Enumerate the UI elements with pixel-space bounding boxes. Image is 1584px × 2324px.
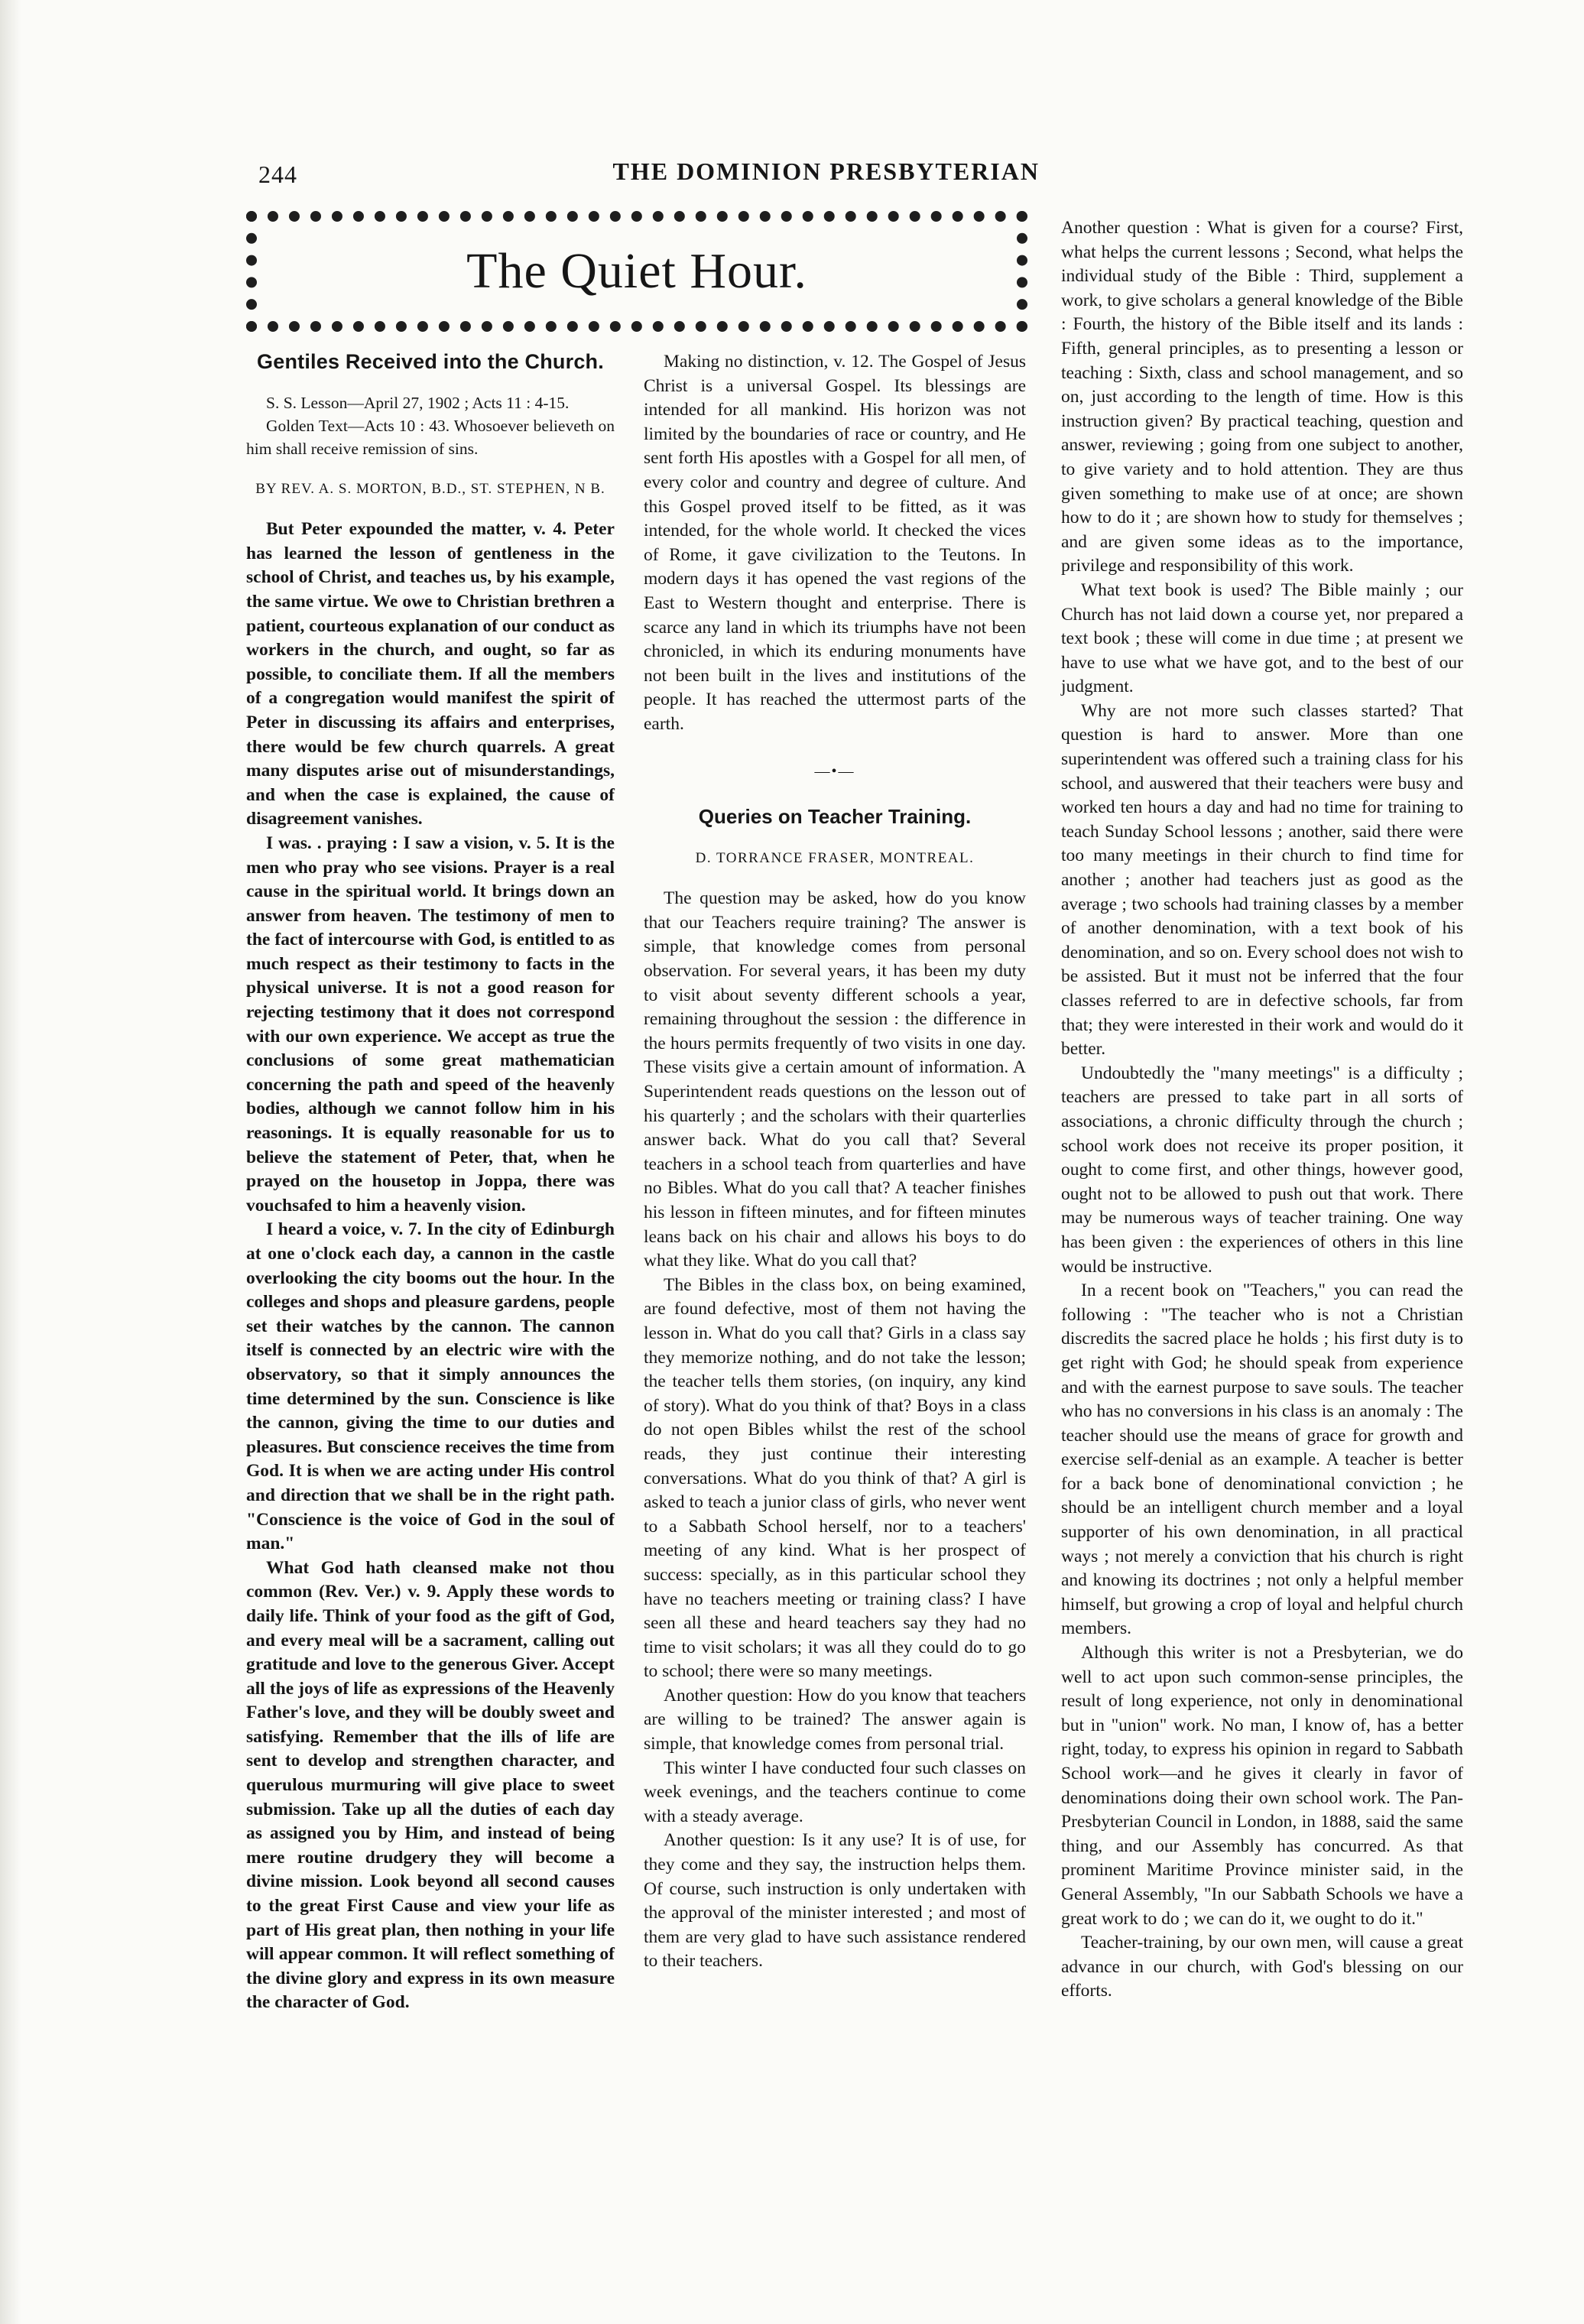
golden-text: Golden Text—Acts 10 : 43. Whosoever believeth on him shall receive remission of sins. — [246, 416, 615, 458]
column-3 — [1061, 216, 1463, 2004]
article-title: Gentiles Received into the Church. — [257, 350, 604, 373]
lesson-reference: S. S. Lesson—April 27, 1902 ; Acts 11 : 4-15. — [266, 393, 570, 412]
paragraph: Another question: Is it any use? It is of use, for they come and they say, the instruction helps them. Of course, such instruction is only undertaken with the approval of the minister interested ; and most of them are very glad to have such assistance rendered to their teachers. — [644, 1830, 1026, 1972]
article-title: Queries on Teacher Training. — [698, 805, 972, 829]
paragraph: The Bibles in the class box, on being examined, are found defective, most of them not having the lesson in. What do you call that? Girls in a class say they memorize nothing, and do not take the lesson; the teacher tells them stories, (on inquiry, any kind of story). What do you think of that? Boys in a class do not open Bibles whilst the rest of the school reads, they just continue their interesting conversations. What do you think of that? A girl is asked to teach a junior class of girls, who never went to a Sabbath School herself, nor to a teachers' meeting of any kind. What is her prospect of success: specially, as in this particular school they have no teachers meeting or training class? I have seen all these and heard teachers say they had no time to visit scholars; it was all they could do to go to school; there were so many meetings. — [644, 1274, 1026, 1682]
page-number: 244 — [258, 161, 297, 188]
paragraph: But Peter expounded the matter, v. 4. Peter has learned the lesson of gentleness in the school of Christ, and teaches us, by his example, the same virtue. We owe to Christian brethren a patient, courteous explanation of our conduct as workers in the church, and ought, so far as possible, to conciliate them. If all the members of a congregation would manifest the spirit of Peter in discussing its affairs and enterprises, there would be few church quarrels. A great many disputes arise out of misunderstandings, and when the case is explained, the cause of disagreement vanishes. — [246, 519, 615, 829]
paragraph: I heard a voice, v. 7. In the city of Edinburgh at one o'clock each day, a cannon in the castle overlooking the city booms out the hour. In the colleges and shops and pleasure gardens, people set their watches by the cannon. The cannon itself is connected by an electric wire with the observatory, so that it simply announces the time determined by the sun. Conscience is like the cannon, giving the time to our duties and pleasures. But conscience receives the time from God. It is when we are acting under His control and direction that we shall be in the right path. "Conscience is the voice of God in the soul of man." — [246, 1219, 615, 1554]
scan-edge — [0, 0, 21, 2324]
section-divider: —•— — [814, 762, 855, 780]
paragraph: Making no distinction, v. 12. The Gospel of Jesus Christ is a universal Gospel. Its blessings are intended for all mankind. His horizon was not limited by the boundaries of race or country, and He sent forth His apostles with a Gospel for all men, of every color and country and degree of culture. And this Gospel proved itself to be fitted, as it was intended, for the whole world. It checked the vices of Rome, it gave civilization to the Teutons. In modern days it has opened the vast regions of the East to Western thought and enterprise. There is scarce any land in which its triumphs have not been chronicled, in which its enduring monuments have not been built in the lives and institutions of the people. It has reached the uttermost parts of the earth. — [644, 352, 1026, 734]
section-banner — [246, 211, 1027, 332]
paragraph: In a recent book on "Teachers," you can read the following : "The teacher who is not a Christian discredits the sacred place he holds ; his first duty is to get right with God; he should speak from experience and with the earnest purpose to save souls. The teacher who has no conversions in his class is an anomaly : The teacher should use the means of grace for growth and exercise self-denial as an example. A teacher is better for a back bone of denominational conviction ; he should be an intelligent church member and a loyal supporter of his own denomination, in all practical ways ; not merely a conviction that his church is right and knowing its doctrines ; not only a helpful member himself, but growing a crop of loyal and helpful church members. — [1061, 1280, 1463, 1639]
paragraph: Although this writer is not a Presbyterian, we do well to act upon such common-sense principles, the result of long experience, not only in denominational but in "union" work. No man, I know of, has a better right, today, to express his opinion in regard to Sabbath School work—and he gives it clearly in favor of denominations doing their own school work. The Pan-Presbyterian Council in London, in 1888, said the same thing, and our Assembly has concurred. As that prominent Maritime Province minister said, in the General Assembly, "In our Sabbath Schools we have a great work to do ; we can do it, we ought to do it." — [1061, 1643, 1463, 1929]
banner-title: The Quiet Hour. — [466, 243, 807, 299]
paragraph: What God hath cleansed make not thou common (Rev. Ver.) v. 9. Apply these words to daily life. Think of your food as the gift of God, and every meal will be a sacrament, calling out gratitude and love to the generous Giver. Accept all the joys of life as expressions of the Heavenly Father's love, and they will be doubly sweet and satisfying. Remember that the ills of life are sent to develop and strengthen character, and querulous murmuring will give place to sweet submission. Take up all the duties of each day as assigned you by Him, and instead of being mere routine drudgery they will become a divine mission. Look beyond all second causes to the great First Cause and view your life as part of His great plan, then nothing in your life will appear common. It will reflect something of the divine glory and express in its own measure the character of God. — [246, 1557, 615, 2013]
paragraph: Why are not more such classes started? That question is hard to answer. More than one superintendent was offered such a training class for his school, and auswered that their teachers were busy and worked ten hours a day and had no time for training to teach Sunday School lessons ; another, said there were too many meetings in their church to find time for another ; another had teachers just as good as the average ; two schools had training classes by a member of another denomination, with a text book of his denomination, and so on. Every school does not wish to be assisted. But it must not be inferred that the four classes referred to are in defective schools, far from that; they were interested in their work and would do it better. — [1061, 700, 1463, 1060]
article-byline: D. TORRANCE FRASER, MONTREAL. — [695, 849, 975, 866]
paragraph: The question may be asked, how do you know that our Teachers require training? The answer is simple, that knowledge comes from personal observation. For several years, it has been my duty to visit about seventy different schools a year, remaining throughout the session : the difference in the hours permits frequently of two visits in one day. These visits give a certain amount of information. A Superintendent reads questions on the lesson out of his quarterly ; and the scholars with their quarterlies answer back. What do you call that? Several teachers in a school teach from quarterlies and have no Bibles. What do you call that? A teacher finishes his lesson in fifteen minutes, and for fifteen minutes leans back on his chair and allows his boys to do what they like. What do you call that? — [644, 888, 1026, 1271]
paragraph: Another question : What is given for a course? First, what helps the current lessons ; Second, what helps the individual study of the Bible : Third, supplement a work, to give scholars a general knowledge of the Bible : Fourth, the history of the Bible itself and its lands : Fifth, general principles, as to presenting a lesson or teaching : Sixth, class and school management, and so on, just according to the length of time. How is this instruction given? By practical teaching, question and answer, reviewing ; going from one subject to another, to give variety and to hold attention. They are thus given something to make use of at once; are shown how to do it ; are shown how to study for themselves ; and are given some ideas as to the importance, privilege and responsibility of this work. — [1061, 218, 1463, 576]
column-1 — [246, 350, 615, 2015]
column-2 — [644, 350, 1026, 1974]
paragraph: I was. . praying : I saw a vision, v. 5. It is the men who pray who see visions. Prayer is a real cause in the spiritual world. It brings down an answer from heaven. The testimony of men to the fact of intercourse with God, is entitled to as much respect as their testimony to facts in the physical universe. It is not a good reason for rejecting testimony that it does not correspond with our own experience. We accept as true the conclusions of some great mathematician concerning the path and speed of the heavenly bodies, although we cannot follow him in his reasonings. It is equally reasonable for us to believe the statement of Peter, that, when he prayed on the housetop in Joppa, there was vouchsafed to him a heavenly vision. — [246, 833, 615, 1216]
paragraph: Another question: How do you know that teachers are willing to be trained? The answer again is simple, that knowledge comes from personal trial. — [644, 1685, 1026, 1754]
paragraph: Undoubtedly the "many meetings" is a difficulty ; teachers are pressed to take part in all sorts of associations, a chronic difficulty through the church ; school work does not receive its proper position, it ought to come first, and other things, however good, ought not to be allowed to push out that work. There may be numerous ways of teacher training. One way has been given : the experiences of others in this line would be instructive. — [1061, 1063, 1463, 1277]
running-head: THE DOMINION PRESBYTERIAN — [612, 157, 1040, 185]
paragraph: This winter I have conducted four such classes on week evenings, and the teachers continue to come with a steady average. — [644, 1758, 1026, 1826]
paragraph: Teacher-training, by our own men, will cause a great advance in our church, with God's blessing on our efforts. — [1061, 1933, 1463, 2001]
article-byline: BY REV. A. S. MORTON, B.D., ST. STEPHEN, N B. — [255, 480, 605, 497]
paragraph: What text book is used? The Bible mainly ; our Church has not laid down a course yet, nor prepared a text book ; these will come in due time ; at present we have to use what we have got, and to the best of our judgment. — [1061, 579, 1463, 697]
